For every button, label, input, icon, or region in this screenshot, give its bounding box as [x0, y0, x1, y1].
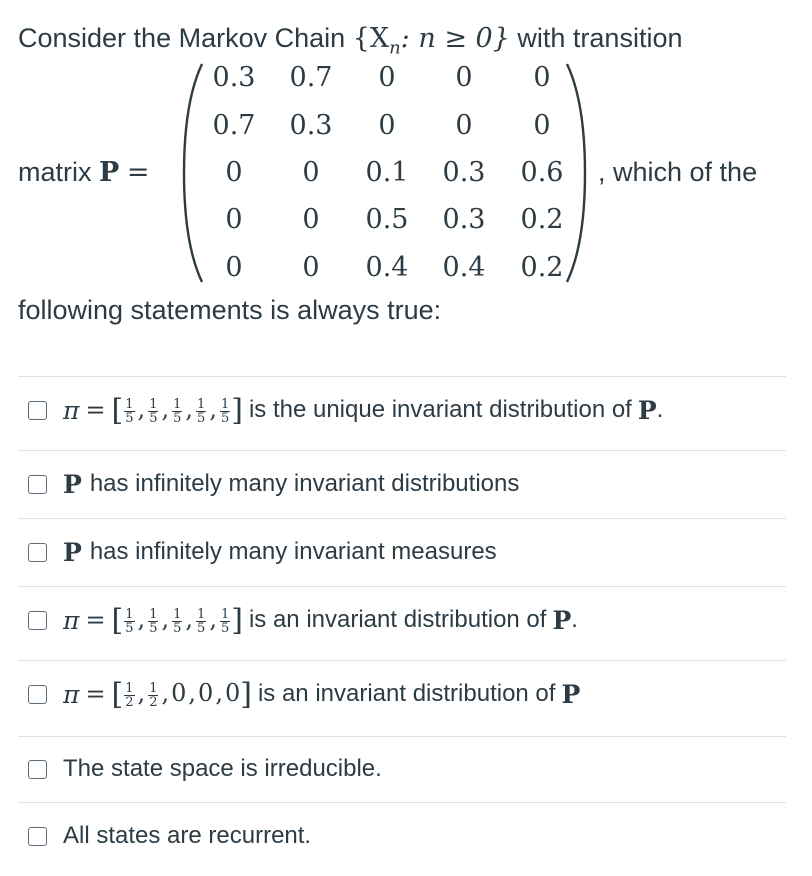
matrix-cell-r5-c4: 0.4 [442, 252, 486, 283]
period: . [571, 606, 578, 633]
fraction [196, 398, 206, 425]
fraction-denominator: 5 [173, 620, 182, 636]
zero-entry: 0 [198, 679, 214, 708]
answer-option-3[interactable] [28, 534, 497, 570]
matrix-cell-r2-c5: 0 [533, 110, 551, 141]
left-bracket: [ [111, 676, 124, 712]
comma: , [161, 605, 170, 634]
option-checkbox[interactable] [28, 760, 47, 779]
fraction-numerator: 1 [220, 396, 230, 412]
fraction-numerator: 1 [197, 606, 206, 622]
matrix-cell-r1-c1: 0.3 [212, 62, 256, 93]
right-bracket: ] [231, 602, 243, 638]
matrix-cell-r3-c3: 0.1 [365, 157, 409, 188]
equals-sign: = [85, 680, 106, 708]
fraction-numerator: 1 [197, 396, 206, 412]
matrix-symbol: P [637, 395, 657, 425]
answer-option-7[interactable] [28, 818, 311, 854]
matrix-cell-r3-c5: 0.6 [520, 157, 564, 188]
matrix-cell-r1-c4: 0 [455, 62, 473, 93]
fraction-denominator: 5 [220, 410, 230, 426]
fraction-numerator: 1 [220, 606, 230, 622]
fraction-denominator: 5 [149, 620, 158, 636]
fraction-denominator: 5 [125, 620, 134, 636]
matrix-cell-r5-c3: 0.4 [365, 252, 409, 283]
matrix-left-paren [182, 62, 206, 284]
question-line-1 [18, 22, 682, 64]
comma: , [161, 395, 170, 424]
matrix-cell-r1-c3: 0 [378, 62, 396, 93]
fraction-list [123, 679, 240, 708]
comma: , [137, 679, 146, 708]
divider [18, 736, 786, 737]
question-intro-tail: with transition [517, 23, 683, 53]
matrix-cell-r1-c5: 0 [533, 62, 551, 93]
equals-sign: = [85, 606, 106, 634]
chain-symbol: {X [352, 23, 390, 54]
comma: , [209, 395, 217, 424]
fraction [148, 608, 158, 635]
option-checkbox[interactable] [28, 543, 47, 562]
divider [18, 450, 786, 451]
matrix-cell-r5-c1: 0 [225, 252, 243, 283]
fraction-denominator: 5 [197, 410, 206, 426]
comma: , [185, 395, 194, 424]
fraction-list [123, 605, 231, 634]
pi-symbol: π [63, 395, 80, 425]
matrix-cell-r5-c2: 0 [302, 252, 320, 283]
divider [18, 376, 786, 377]
left-bracket: [ [111, 392, 124, 428]
fraction [124, 608, 134, 635]
option-checkbox[interactable] [28, 401, 47, 420]
fraction [172, 608, 182, 635]
matrix-cell-r4-c1: 0 [225, 204, 243, 235]
matrix-symbol: P [552, 605, 572, 635]
comma: , [185, 605, 194, 634]
option-checkbox[interactable] [28, 611, 47, 630]
question-after-matrix: , which of the [598, 157, 758, 187]
option-text: has infinitely many invariant measures [89, 538, 497, 565]
matrix-label [18, 156, 149, 189]
option-text: is the unique invariant distribution of [248, 396, 632, 423]
answer-option-2[interactable] [28, 466, 519, 502]
markov-chain-notation [352, 23, 510, 59]
fraction-denominator: 5 [220, 620, 230, 636]
option-checkbox[interactable] [28, 475, 47, 494]
comma: , [215, 679, 223, 708]
divider [18, 586, 786, 587]
matrix-cell-r1-c2: 0.7 [289, 62, 333, 93]
matrix-cell-r2-c2: 0.3 [289, 110, 333, 141]
matrix-cell-r2-c4: 0 [455, 110, 473, 141]
divider [18, 660, 786, 661]
period: . [656, 396, 664, 423]
matrix-cell-r4-c2: 0 [302, 204, 320, 235]
matrix-symbol: P [63, 469, 82, 499]
zero-entry: 0 [224, 679, 241, 708]
zero-entry: 0 [171, 679, 187, 708]
fraction-numerator: 1 [125, 680, 134, 696]
fraction-list [123, 395, 231, 424]
option-text: The state space is irreducible. [63, 755, 382, 782]
comma: , [137, 605, 146, 634]
fraction-numerator: 1 [173, 606, 182, 622]
chain-subscript: n [389, 37, 401, 59]
fraction-denominator: 5 [125, 410, 134, 426]
comma: , [161, 679, 170, 708]
comma: , [209, 605, 217, 634]
answer-option-5[interactable] [28, 676, 580, 712]
fraction-denominator: 5 [197, 620, 206, 636]
pi-symbol: π [63, 679, 80, 709]
fraction-numerator: 1 [125, 606, 134, 622]
matrix-symbol: P [63, 537, 82, 567]
fraction [172, 398, 182, 425]
fraction [196, 608, 206, 635]
question-intro-text: Consider the Markov Chain [18, 23, 346, 53]
divider [18, 802, 786, 803]
matrix-symbol: P [561, 679, 581, 709]
option-text: is an invariant distribution of [248, 606, 547, 633]
comma: , [188, 679, 197, 708]
fraction [124, 682, 134, 709]
matrix-symbol: P [99, 157, 120, 188]
fraction [148, 398, 158, 425]
matrix-cell-r2-c1: 0.7 [212, 110, 256, 141]
matrix-cell-r5-c5: 0.2 [520, 252, 564, 283]
fraction [220, 608, 230, 635]
option-checkbox[interactable] [28, 827, 47, 846]
matrix-cell-r2-c3: 0 [378, 110, 396, 141]
divider [18, 518, 786, 519]
option-text: All states are recurrent. [63, 822, 312, 849]
fraction-denominator: 2 [125, 694, 134, 710]
right-bracket: ] [240, 676, 252, 712]
fraction-numerator: 1 [149, 680, 158, 696]
matrix-cell-r3-c1: 0 [225, 157, 243, 188]
fraction-numerator: 1 [149, 606, 158, 622]
option-text: has infinitely many invariant distributions [89, 470, 520, 497]
pi-symbol: π [63, 605, 80, 635]
equals-sign: = [85, 396, 106, 424]
chain-index-range: : n ≥ 0} [400, 23, 510, 54]
fraction [220, 398, 230, 425]
fraction-denominator: 5 [173, 410, 182, 426]
answer-option-4[interactable] [28, 602, 578, 638]
matrix-cell-r3-c2: 0 [302, 157, 320, 188]
answer-option-1[interactable] [28, 392, 663, 428]
left-bracket: [ [111, 602, 124, 638]
right-bracket: ] [231, 392, 243, 428]
matrix-cell-r3-c4: 0.3 [442, 157, 486, 188]
option-text: is an invariant distribution of [257, 680, 556, 707]
matrix-cell-r4-c4: 0.3 [442, 204, 486, 235]
fraction [148, 682, 158, 709]
fraction [124, 398, 134, 425]
matrix-word: matrix [18, 157, 92, 187]
matrix-cell-r4-c3: 0.5 [365, 204, 409, 235]
comma: , [137, 395, 146, 424]
answer-option-6[interactable] [28, 751, 382, 787]
fraction-numerator: 1 [125, 396, 134, 412]
question-line-3: following statements is always true: [18, 295, 442, 325]
fraction-numerator: 1 [173, 396, 182, 412]
fraction-denominator: 5 [149, 410, 158, 426]
matrix-equals: = [126, 157, 150, 188]
matrix-cell-r4-c5: 0.2 [520, 204, 564, 235]
fraction-denominator: 2 [149, 694, 158, 710]
option-checkbox[interactable] [28, 685, 47, 704]
fraction-numerator: 1 [149, 396, 158, 412]
